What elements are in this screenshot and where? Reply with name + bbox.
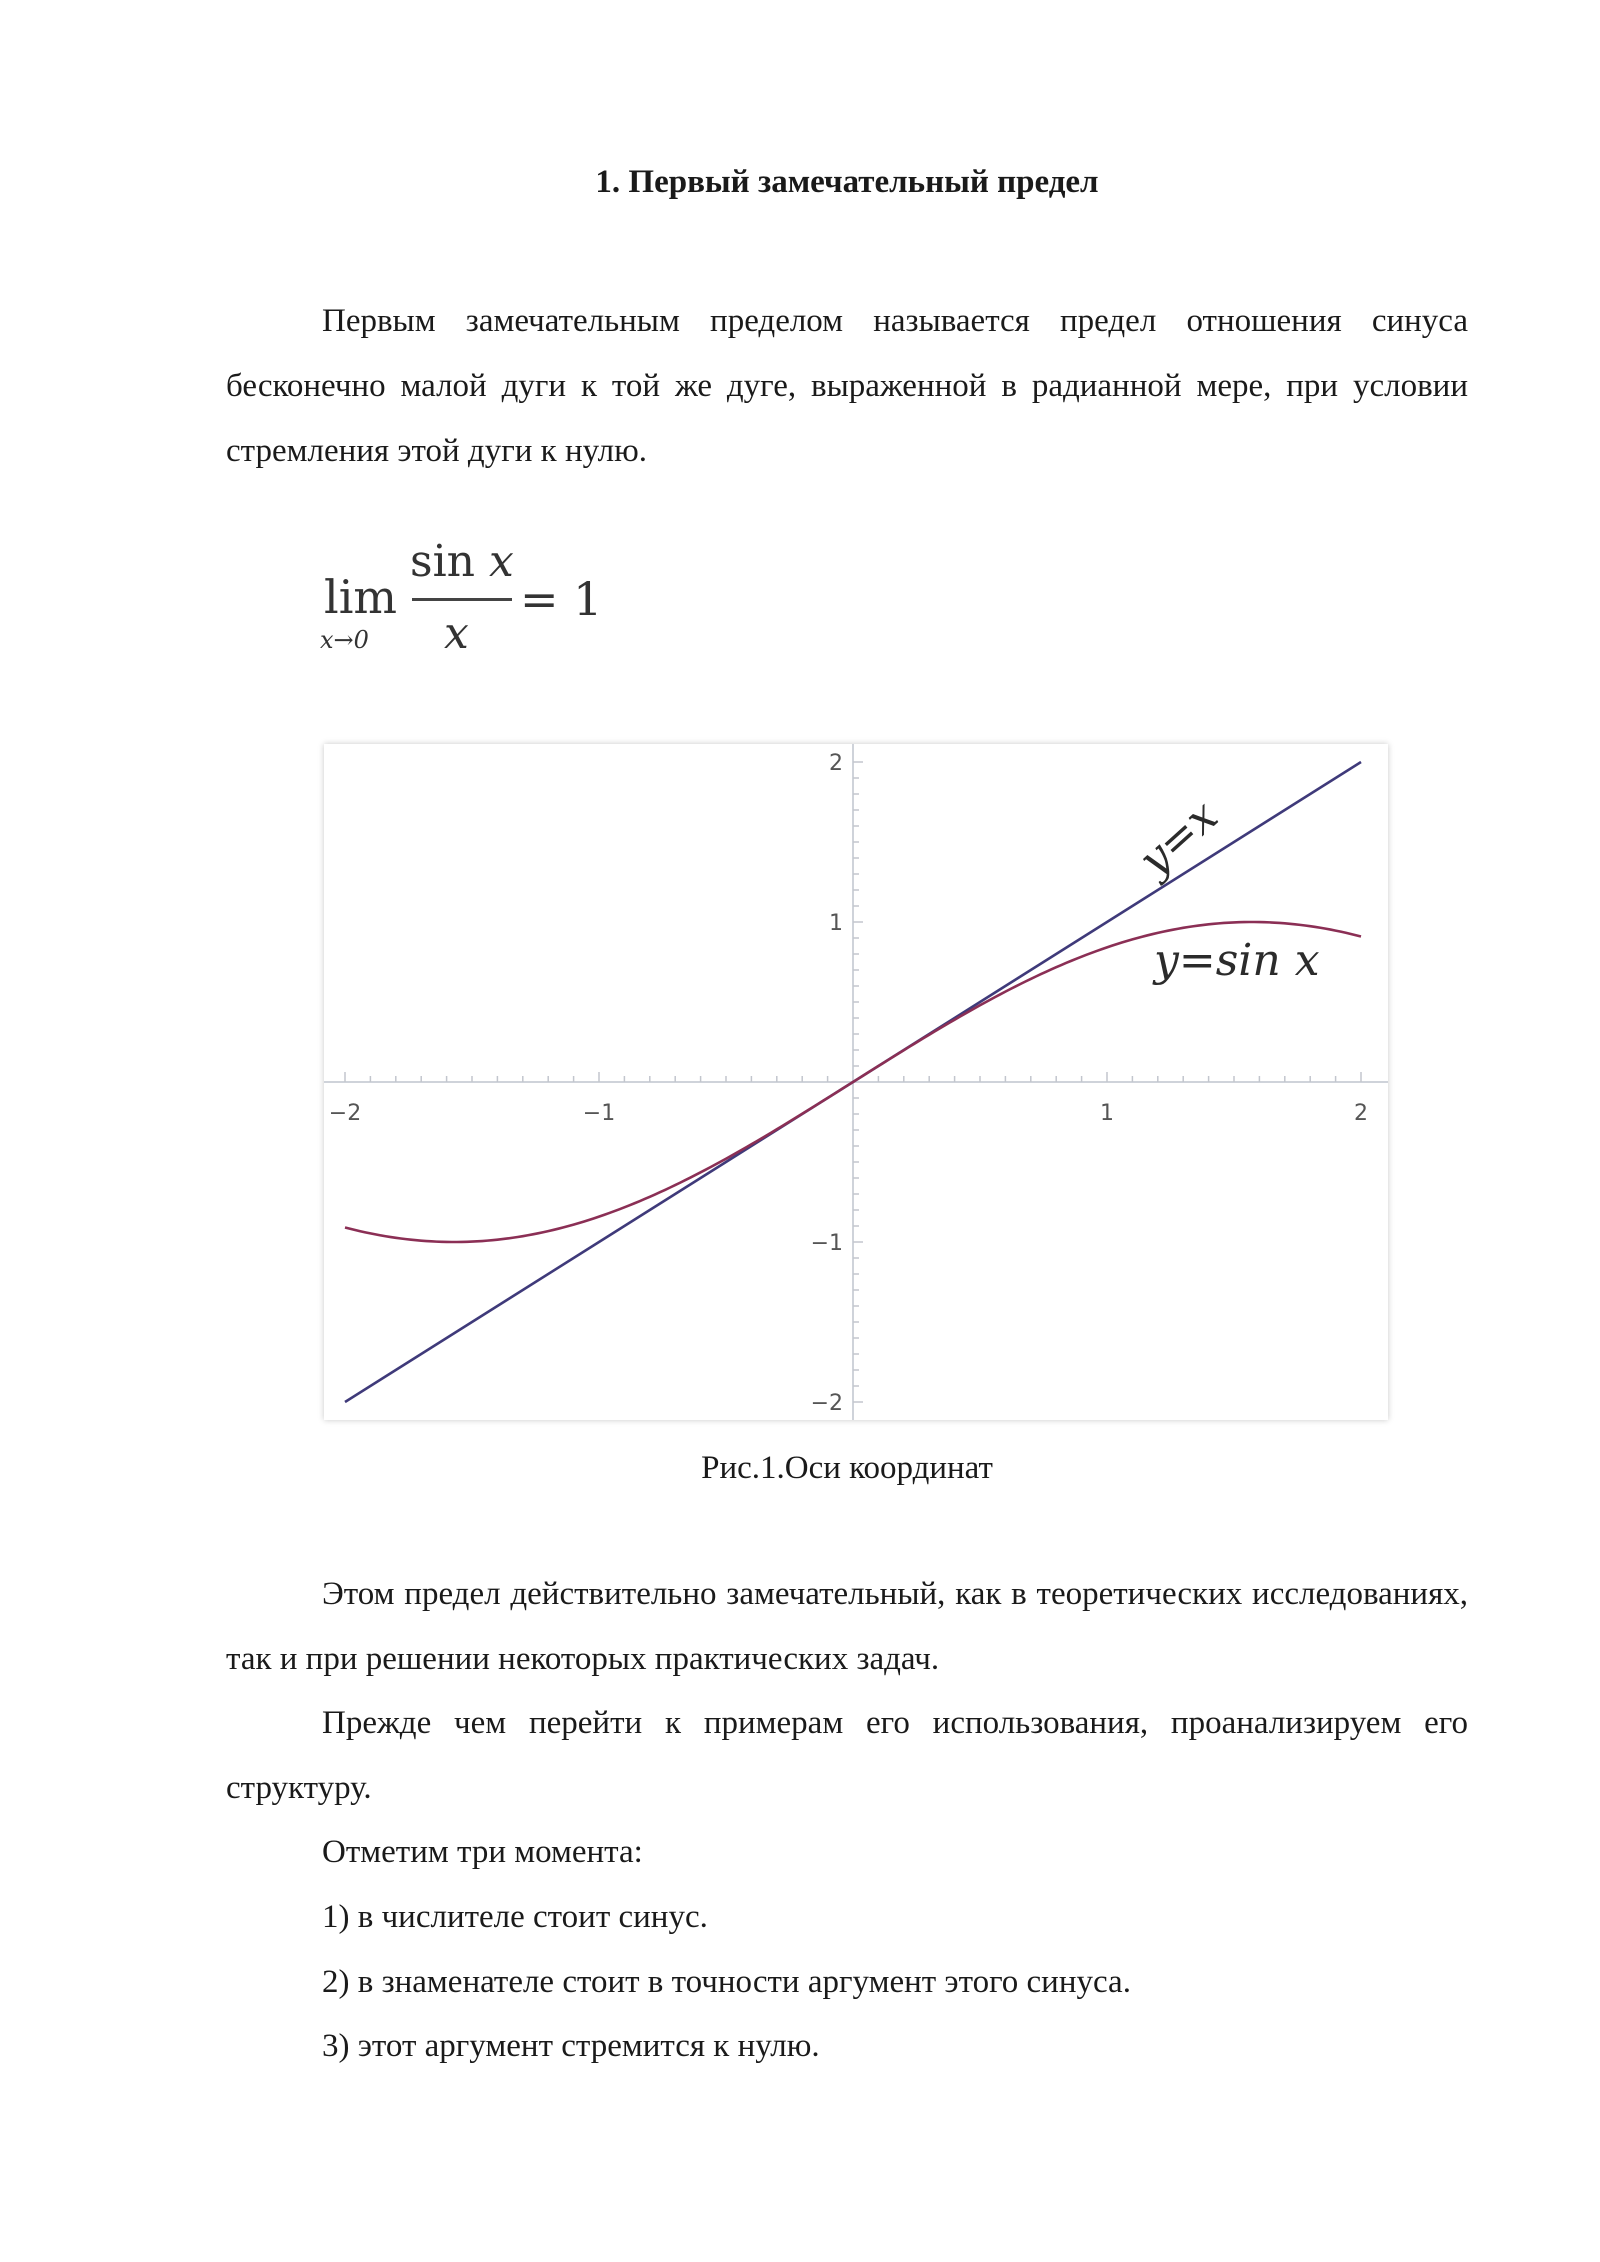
y-tick-label: 1 xyxy=(829,911,843,936)
paragraph-1: Этом предел действительно замечательный, как в теоретических исследованиях, так и при решении некоторых практических задач. xyxy=(226,1576,1468,1677)
formula-lim: lim xyxy=(324,570,398,624)
y-tick-label: −1 xyxy=(810,1231,843,1256)
chart-svg xyxy=(324,744,1388,1420)
formula-numerator-func: sin xyxy=(410,536,489,587)
limit-formula xyxy=(318,530,618,670)
intro-paragraph: Первым замечательным пределом называется предел отношения синуса бесконечно малой дуги к той же дуге, выраженной в радианной мере, при условии стремления этой дуги к нулю. xyxy=(226,303,1468,469)
formula-fraction-bar xyxy=(412,598,512,601)
formula-equals: = 1 xyxy=(520,572,603,626)
list-item-3: 3) этот аргумент стремится к нулю. xyxy=(322,2028,820,2064)
figure-caption: Рис.1.Оси координат xyxy=(701,1450,993,1486)
x-tick-label: −1 xyxy=(582,1101,616,1126)
paragraph-2: Прежде чем перейти к примерам его использования, проанализируем его структуру. xyxy=(226,1705,1468,1806)
list-item-2: 2) в знаменателе стоит в точности аргумент этого синуса. xyxy=(322,1964,1131,2000)
label-y-equals-sinx: y=sin x xyxy=(1154,935,1320,986)
label-y-equals-x: y=x xyxy=(1129,790,1228,887)
figure-chart xyxy=(324,744,1388,1420)
y-tick-label: −2 xyxy=(810,1391,843,1416)
x-tick-label: 1 xyxy=(1100,1101,1114,1126)
list-item-1: 1) в числителе стоит синус. xyxy=(322,1899,708,1935)
y-tick-label: 2 xyxy=(829,751,843,776)
paragraph-3: Отметим три момента: xyxy=(322,1834,643,1870)
formula-numerator xyxy=(410,536,514,587)
x-tick-label: −2 xyxy=(328,1101,362,1126)
section-heading: 1. Первый замечательный предел xyxy=(595,164,1099,200)
formula-subscript: x→0 xyxy=(320,626,369,654)
formula-denominator xyxy=(444,608,469,659)
x-tick-label: 2 xyxy=(1354,1101,1368,1126)
formula-denominator-var: x xyxy=(444,608,469,659)
formula-numerator-var: x xyxy=(488,536,514,587)
